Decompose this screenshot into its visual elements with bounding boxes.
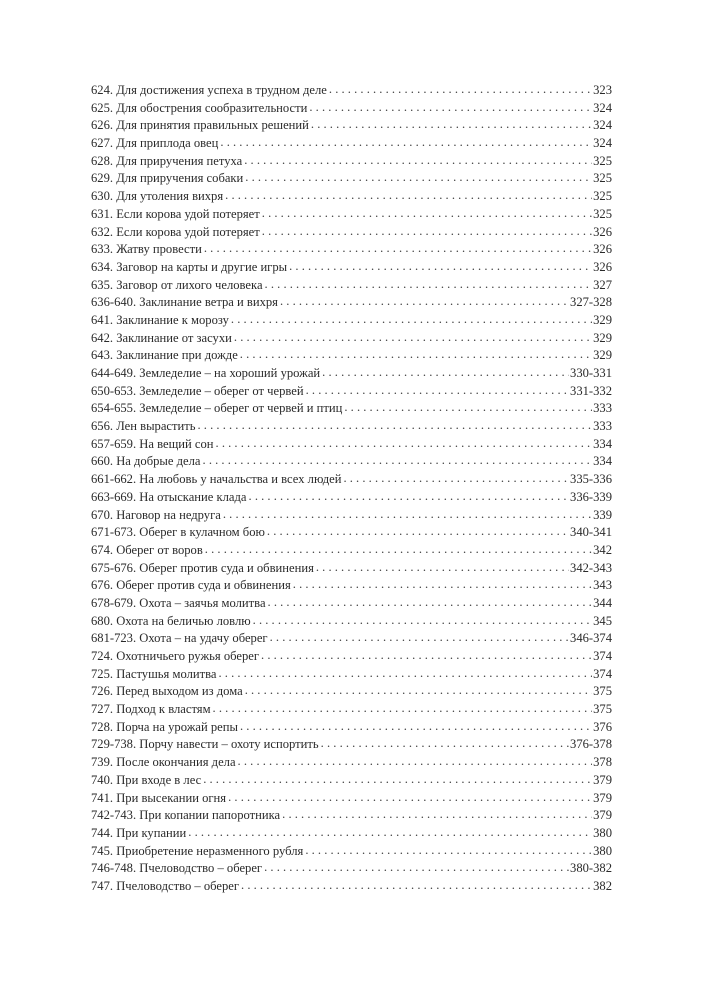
dot-leader [225,189,592,203]
dot-leader [270,631,569,645]
entry-page-number: 326 [593,224,612,239]
entry-page-number: 379 [593,790,612,805]
dot-leader [216,437,593,451]
entry-title: 630. Для утоления вихря [91,189,224,204]
entry-title: 746-748. Пчеловодство – оберег [91,861,263,876]
toc-entry [91,419,612,437]
entry-page-number: 375 [593,702,612,717]
toc-entry [91,879,612,897]
dot-leader [238,755,593,769]
entry-title: 681-723. Охота – на удачу оберег [91,631,268,646]
entry-page-number: 329 [593,348,612,363]
entry-title: 657-659. На вещий сон [91,436,214,451]
dot-leader [306,384,569,398]
toc-entry [91,649,612,667]
entry-title: 661-662. На любовь у начальства и всех людей [91,472,342,487]
toc-entry [91,154,612,172]
toc-entry [91,189,612,207]
entry-page-number: 329 [593,330,612,345]
entry-title: 740. При входе в лес [91,772,202,787]
dot-leader [203,773,592,787]
entry-page-number: 327-328 [570,295,612,310]
entry-page-number: 325 [593,189,612,204]
entry-page-number: 336-339 [570,489,612,504]
table-of-contents [91,83,612,897]
entry-page-number: 343 [593,578,612,593]
toc-entry [91,260,612,278]
entry-title: 654-655. Земледелие – оберег от червей и птиц [91,401,343,416]
entry-page-number: 344 [593,595,612,610]
entry-title: 726. Перед выходом из дома [91,684,243,699]
entry-title: 742-743. При копании папоротника [91,808,281,823]
dot-leader [268,596,593,610]
entry-page-number: 379 [593,808,612,823]
entry-title: 678-679. Охота – заячья молитва [91,595,266,610]
entry-title: 739. После окончания дела [91,755,236,770]
entry-page-number: 376-378 [570,737,612,752]
entry-title: 724. Охотничьего ружья оберег [91,649,260,663]
entry-page-number: 324 [593,118,612,133]
toc-entry [91,313,612,331]
entry-page-number: 326 [593,259,612,274]
entry-title: 627. Для приплода овец [91,136,219,151]
dot-leader [329,83,592,97]
entry-title: 632. Если корова удой потеряет [91,224,260,239]
dot-leader [244,154,592,168]
entry-title: 629. Для приручения собаки [91,171,244,186]
entry-title: 656. Лен вырастить [91,419,196,434]
dot-leader [316,561,569,575]
dot-leader [322,366,569,380]
dot-leader [280,295,569,309]
entry-page-number: 380 [593,825,612,840]
toc-entry [91,366,612,384]
entry-title: 674. Оберег от воров [91,542,203,557]
entry-page-number: 325 [593,153,612,168]
dot-leader [188,826,592,840]
entry-title: 741. При высекании огня [91,790,227,805]
toc-entry [91,136,612,154]
toc-entry [91,614,612,632]
toc-entry [91,596,612,614]
dot-leader [223,508,592,522]
entry-title: 626. Для принятия правильных решений [91,118,309,133]
entry-title: 642. Заклинание от засухи [91,330,232,345]
entry-page-number: 382 [593,878,612,893]
entry-title: 644-649. Земледелие – на хороший урожай [91,366,321,380]
dot-leader [213,702,593,716]
entry-title: 635. Заговор от лихого человека [91,277,263,292]
dot-leader [265,278,593,292]
dot-leader [305,844,592,858]
entry-title: 670. Наговор на недруга [91,507,221,522]
toc-entry [91,348,612,366]
dot-leader [240,348,592,362]
dot-leader [309,101,592,115]
entry-title: 728. Порча на урожай репы [91,719,238,734]
entry-page-number: 375 [593,684,612,699]
entry-title: 727. Подход к властям [91,702,211,717]
entry-title: 676. Оберег против суда и обвинения [91,578,291,593]
entry-title: 643. Заклинание при дожде [91,348,238,363]
toc-entry [91,684,612,702]
toc-entry [91,242,612,260]
entry-page-number: 335-336 [570,472,612,487]
entry-page-number: 340-341 [570,525,612,540]
toc-entry [91,578,612,596]
entry-page-number: 334 [593,454,612,469]
entry-title: 636-640. Заклинание ветра и вихря [91,295,278,310]
entry-title: 641. Заклинание к морозу [91,312,229,327]
dot-leader [245,684,592,698]
toc-entry [91,543,612,561]
toc-entry [91,631,612,649]
toc-entry [91,667,612,685]
entry-page-number: 374 [593,649,612,663]
dot-leader [343,472,569,486]
toc-entry [91,83,612,101]
dot-leader [228,791,592,805]
entry-title: 744. При купании [91,825,187,840]
entry-title: 663-669. На отыскание клада [91,489,247,504]
dot-leader [282,808,592,822]
dot-leader [245,171,592,185]
toc-entry [91,295,612,313]
entry-title: 680. Охота на беличью ловлю [91,613,251,628]
dot-leader [234,331,592,345]
dot-leader [249,490,570,504]
toc-entry [91,331,612,349]
entry-page-number: 329 [593,312,612,327]
entry-title: 745. Приобретение неразменного рубля [91,843,304,858]
dot-leader [344,401,592,415]
entry-title: 625. Для обострения сообразительности [91,100,308,115]
entry-page-number: 378 [593,755,612,770]
entry-page-number: 330-331 [570,366,612,380]
entry-page-number: 380-382 [570,861,612,876]
entry-page-number: 324 [593,100,612,115]
entry-title: 671-673. Оберег в кулачном бою [91,525,265,540]
entry-page-number: 342-343 [570,560,612,575]
entry-page-number: 345 [593,613,612,628]
toc-entry [91,791,612,809]
toc-entry [91,278,612,296]
toc-entry [91,861,612,879]
entry-page-number: 331-332 [570,383,612,398]
toc-entry [91,454,612,472]
toc-entry [91,118,612,136]
dot-leader [321,737,569,751]
dot-leader [311,118,592,132]
entry-page-number: 346-374 [570,631,612,646]
entry-page-number: 324 [593,136,612,151]
dot-leader [240,720,592,734]
dot-leader [262,207,592,221]
dot-leader [198,419,593,433]
toc-entry [91,384,612,402]
toc-entry [91,844,612,862]
toc-entry [91,225,612,243]
entry-page-number: 376 [593,719,612,734]
dot-leader [220,136,592,150]
entry-page-number: 327 [593,277,612,292]
toc-entry [91,508,612,526]
toc-entry [91,525,612,543]
dot-leader [231,313,592,327]
entry-title: 624. Для достижения успеха в трудном деле [91,83,327,97]
entry-page-number: 342 [593,542,612,557]
toc-entry [91,720,612,738]
toc-entry [91,437,612,455]
toc-entry [91,826,612,844]
entry-page-number: 374 [593,666,612,681]
dot-leader [241,879,592,893]
entry-page-number: 325 [593,206,612,221]
toc-entry [91,702,612,720]
toc-entry [91,737,612,755]
entry-title: 633. Жатву провести [91,242,202,257]
dot-leader [267,525,569,539]
dot-leader [293,578,592,592]
dot-leader [204,242,592,256]
entry-page-number: 380 [593,843,612,858]
dot-leader [253,614,592,628]
toc-entry [91,561,612,579]
dot-leader [261,649,592,663]
toc-entry [91,472,612,490]
dot-leader [203,454,593,468]
entry-page-number: 325 [593,171,612,186]
entry-page-number: 379 [593,772,612,787]
toc-entry [91,171,612,189]
dot-leader [218,667,592,681]
toc-entry [91,101,612,119]
entry-page-number: 333 [593,419,612,434]
entry-page-number: 333 [593,401,612,416]
dot-leader [264,861,569,875]
entry-title: 660. На добрые дела [91,454,201,469]
entry-title: 675-676. Оберег против суда и обвинения [91,560,314,575]
toc-entry [91,490,612,508]
entry-title: 634. Заговор на карты и другие игры [91,259,288,274]
entry-page-number: 326 [593,242,612,257]
entry-title: 747. Пчеловодство – оберег [91,878,240,893]
entry-title: 650-653. Земледелие – оберег от червей [91,383,304,398]
dot-leader [289,260,592,274]
entry-page-number: 323 [593,83,612,97]
entry-title: 628. Для приручения петуха [91,153,243,168]
toc-entry [91,773,612,791]
toc-entry [91,808,612,826]
toc-entry [91,207,612,225]
dot-leader [262,225,592,239]
entry-title: 725. Пастушья молитва [91,666,217,681]
entry-page-number: 334 [593,436,612,451]
entry-title: 729-738. Порчу навести – охоту испортить [91,737,319,752]
dot-leader [205,543,592,557]
toc-entry [91,755,612,773]
toc-entry [91,401,612,419]
entry-title: 631. Если корова удой потеряет [91,206,260,221]
entry-page-number: 339 [593,507,612,522]
